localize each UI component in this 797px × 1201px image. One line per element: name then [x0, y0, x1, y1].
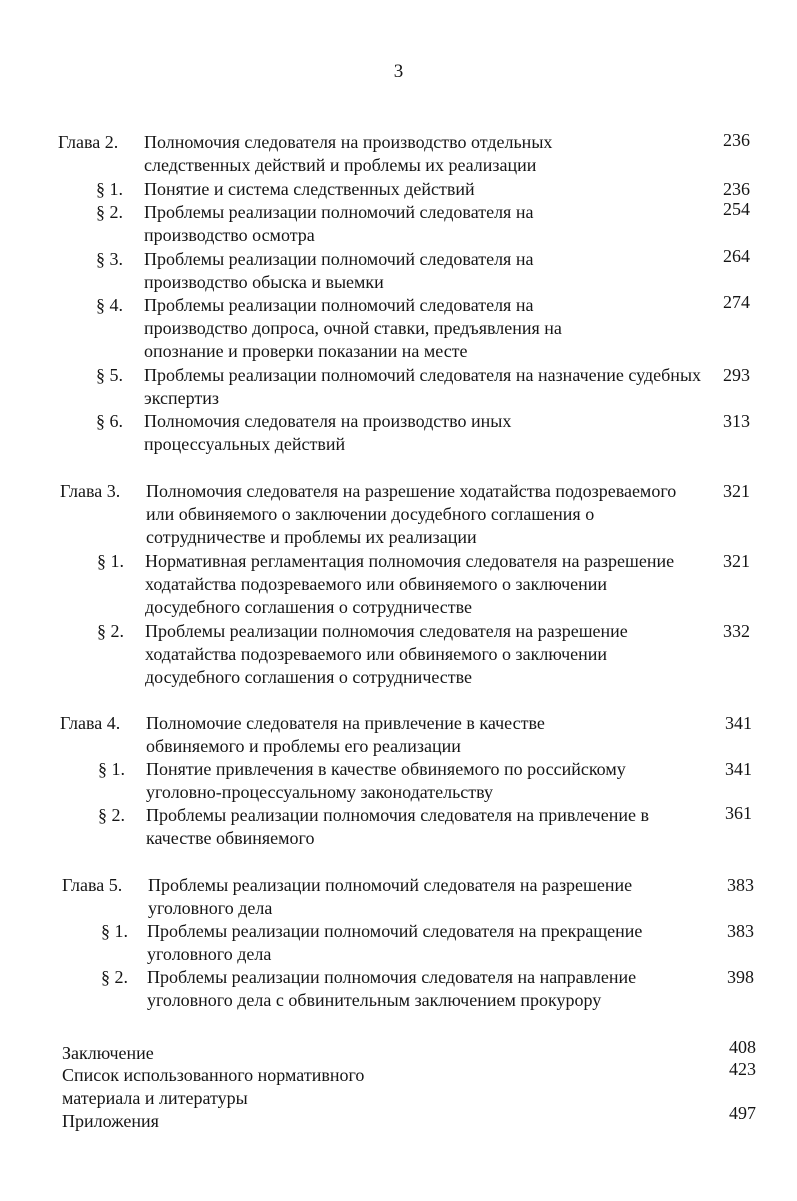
section-title: Понятие привлечения в качестве обвиняемого по российскому уголовно-процессуальному законодательству	[146, 759, 626, 802]
page-ref: 383	[727, 875, 754, 895]
page-ref: 274	[723, 292, 750, 312]
chapter-label: Глава 5.	[62, 875, 123, 895]
page-ref: 423	[729, 1059, 756, 1079]
section-label: § 1.	[97, 551, 124, 571]
section-label: § 2.	[98, 805, 125, 825]
page-ref: 341	[725, 759, 752, 779]
page-ref: 341	[725, 713, 752, 733]
page-ref: 361	[725, 803, 752, 823]
section-title: Проблемы реализации полномочий следователя на производство обыска и выемки	[144, 249, 534, 292]
section-label: § 1.	[98, 759, 125, 779]
section-label: § 4.	[96, 295, 123, 315]
section-title: Проблемы реализации полномочия следователя на разрешение ходатайства подозреваемого или обвиняемого о заключении досудебного соглашения о сотрудничестве	[145, 621, 628, 687]
page-ref: 254	[723, 199, 750, 219]
section-title: Проблемы реализации полномочия следователя на привлечение в качестве обвиняемого	[146, 805, 649, 848]
section-label: § 3.	[96, 249, 123, 269]
section-label: § 2.	[97, 621, 124, 641]
back-matter-title: Приложения	[62, 1111, 159, 1131]
section-label: § 1.	[96, 179, 123, 199]
chapter-label: Глава 3.	[60, 481, 121, 501]
back-matter-title: Заключение	[62, 1043, 154, 1063]
section-label: § 2.	[96, 202, 123, 222]
page-ref: 264	[723, 246, 750, 266]
section-title: Понятие и система следственных действий	[144, 179, 475, 199]
page-ref: 313	[723, 411, 750, 431]
chapter-title: Проблемы реализации полномочий следователя на разрешение уголовного дела	[148, 875, 633, 918]
section-label: § 2.	[101, 967, 128, 987]
page-ref: 408	[729, 1037, 756, 1057]
page-ref: 497	[729, 1103, 756, 1123]
page-ref: 332	[723, 621, 750, 641]
page-number: 3	[393, 61, 404, 82]
section-label: § 6.	[96, 411, 123, 431]
page-ref: 398	[727, 967, 754, 987]
section-title: Проблемы реализации полномочия следователя на направление уголовного дела с обвинительным заключением прокурору	[147, 967, 637, 1010]
page-ref: 383	[727, 921, 754, 941]
page-ref: 236	[723, 130, 750, 150]
page-ref: 293	[723, 365, 750, 385]
page-ref: 321	[723, 481, 750, 501]
section-title: Нормативная регламентация полномочия следователя на разрешение ходатайства подозреваемого или обвиняемого о заключении досудебного соглашения о сотрудничестве	[145, 551, 675, 617]
back-matter-title: Список использованного нормативного материала и литературы	[62, 1065, 365, 1108]
chapter-title: Полномочие следователя на привлечение в качестве обвиняемого и проблемы его реализации	[146, 713, 545, 756]
section-title: Проблемы реализации полномочий следователя на производство допроса, очной ставки, предъявления на опознание и проверки показании на месте	[144, 295, 562, 361]
section-title: Полномочия следователя на производство иных процессуальных действий	[144, 411, 512, 454]
chapter-label: Глава 2.	[58, 132, 119, 152]
chapter-title: Полномочия следователя на разрешение ходатайства подозреваемого или обвиняемого о заключении досудебного соглашения о сотрудничестве и проблемы их реализации	[146, 481, 677, 547]
chapter-title: Полномочия следователя на производство отдельных следственных действий и проблемы их реализации	[144, 132, 553, 175]
page-ref: 321	[723, 551, 750, 571]
section-title: Проблемы реализации полномочий следователя на производство осмотра	[144, 202, 534, 245]
page-ref: 236	[723, 179, 750, 199]
section-title: Проблемы реализации полномочий следователя на назначение судебных экспертиз	[144, 365, 702, 408]
section-title: Проблемы реализации полномочий следователя на прекращение уголовного дела	[147, 921, 643, 964]
section-label: § 5.	[96, 365, 123, 385]
section-label: § 1.	[101, 921, 128, 941]
chapter-label: Глава 4.	[60, 713, 121, 733]
